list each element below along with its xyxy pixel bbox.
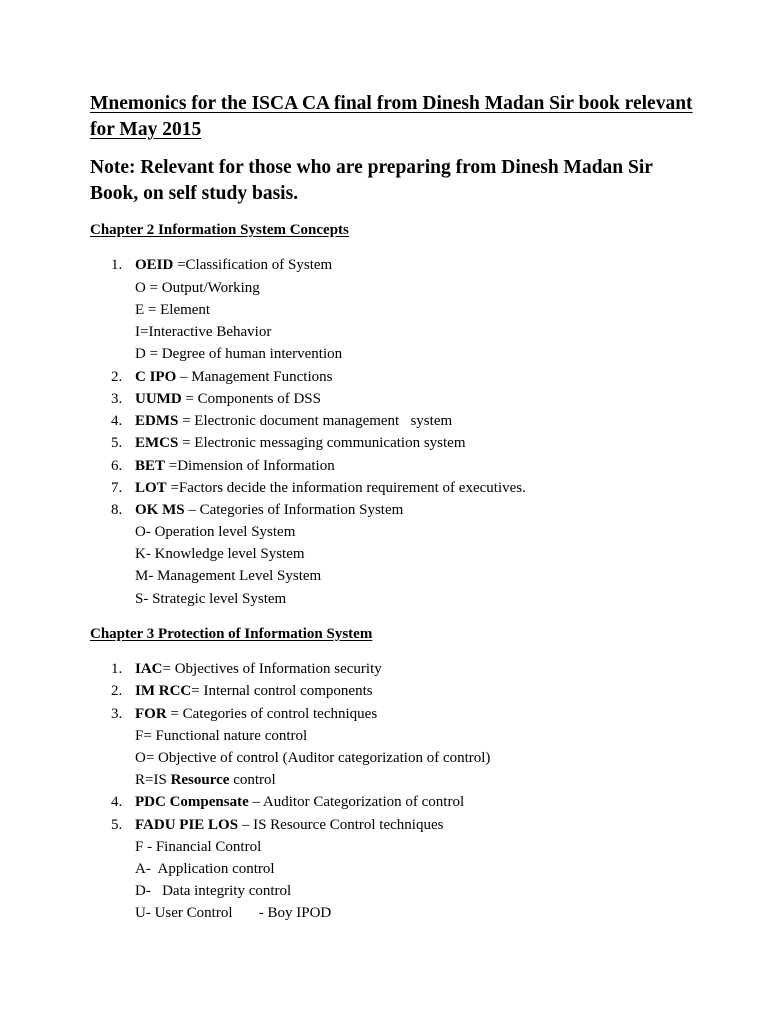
sub-item: U- User Control - Boy IPOD	[135, 905, 332, 921]
mnemonic: C IPO	[135, 369, 177, 385]
sub-item: A- Application control	[135, 861, 275, 877]
sub-item: M- Management Level System	[135, 568, 322, 584]
document-title-line-1: Mnemonics for the ISCA CA final from Dinesh Madan Sir book relevant	[90, 93, 693, 114]
list-number: 8.	[111, 502, 123, 518]
sub-item: O= Objective of control (Auditor categorization of control)	[135, 750, 491, 766]
mnemonic-meaning: = Categories of control techniques	[166, 706, 378, 722]
list-number: 4.	[111, 413, 123, 429]
list-item	[135, 817, 443, 834]
list-item	[135, 257, 332, 274]
mnemonic-meaning: – Categories of Information System	[184, 502, 404, 518]
list-number: 3.	[111, 706, 123, 722]
mnemonic-meaning: = Internal control components	[191, 683, 373, 699]
note-line-2: Book, on self study basis.	[90, 183, 299, 204]
list-number: 2.	[111, 369, 123, 385]
sub-item: O = Output/Working	[135, 280, 260, 296]
sub-item-suffix: control	[229, 772, 276, 788]
list-number: 1.	[111, 661, 123, 677]
document-title-line-2: for May 2015	[90, 119, 202, 140]
list-number: 5.	[111, 817, 123, 833]
sub-item: F= Functional nature control	[135, 728, 308, 744]
list-number: 1.	[111, 257, 123, 273]
sub-item-bold: Resource	[170, 772, 230, 788]
note-line-1: Note: Relevant for those who are preparing from Dinesh Madan Sir	[90, 157, 653, 178]
mnemonic: OK MS	[135, 502, 185, 518]
mnemonic: IAC	[135, 661, 163, 677]
list-number: 4.	[111, 794, 123, 810]
sub-item-prefix: R=IS	[135, 772, 171, 788]
mnemonic-meaning: =Classification of System	[173, 257, 333, 273]
sub-item: F - Financial Control	[135, 839, 262, 855]
sub-item: D = Degree of human intervention	[135, 346, 343, 362]
mnemonic-meaning: = Components of DSS	[181, 391, 321, 407]
chapter-3-heading: Chapter 3 Protection of Information System	[90, 626, 373, 642]
list-item	[135, 794, 464, 811]
list-number: 5.	[111, 435, 123, 451]
list-number: 2.	[111, 683, 123, 699]
list-item	[135, 435, 466, 452]
mnemonic: FOR	[135, 706, 167, 722]
mnemonic-meaning: – Management Functions	[176, 369, 333, 385]
mnemonic: UUMD	[135, 391, 182, 407]
list-item	[135, 661, 382, 678]
mnemonic: EDMS	[135, 413, 179, 429]
sub-item: O- Operation level System	[135, 524, 296, 540]
mnemonic-meaning: = Objectives of Information security	[162, 661, 382, 677]
mnemonic-meaning: – IS Resource Control techniques	[238, 817, 444, 833]
mnemonic-meaning: = Electronic messaging communication system	[178, 435, 466, 451]
list-number: 7.	[111, 480, 123, 496]
list-item	[135, 502, 403, 519]
sub-item: E = Element	[135, 302, 211, 318]
mnemonic-meaning: =Dimension of Information	[165, 458, 335, 474]
sub-item: S- Strategic level System	[135, 591, 287, 607]
mnemonic: FADU PIE LOS	[135, 817, 239, 833]
list-number: 3.	[111, 391, 123, 407]
list-item	[135, 458, 335, 475]
list-number: 6.	[111, 458, 123, 474]
mnemonic: EMCS	[135, 435, 179, 451]
sub-item	[135, 772, 276, 789]
sub-item: D- Data integrity control	[135, 883, 292, 899]
list-item	[135, 683, 373, 700]
mnemonic: PDC Compensate	[135, 794, 249, 810]
list-item	[135, 391, 321, 408]
list-item	[135, 480, 526, 497]
mnemonic: LOT	[135, 480, 167, 496]
mnemonic: BET	[135, 458, 166, 474]
list-item	[135, 369, 332, 386]
mnemonic-meaning: = Electronic document management system	[178, 413, 453, 429]
sub-item: K- Knowledge level System	[135, 546, 305, 562]
chapter-2-heading: Chapter 2 Information System Concepts	[90, 222, 349, 238]
mnemonic: IM RCC	[135, 683, 192, 699]
list-item	[135, 706, 377, 723]
mnemonic-meaning: – Auditor Categorization of control	[248, 794, 465, 810]
sub-item: I=Interactive Behavior	[135, 324, 272, 340]
mnemonic-meaning: =Factors decide the information requirement of executives.	[166, 480, 526, 496]
mnemonic: OEID	[135, 257, 174, 273]
list-item	[135, 413, 452, 430]
